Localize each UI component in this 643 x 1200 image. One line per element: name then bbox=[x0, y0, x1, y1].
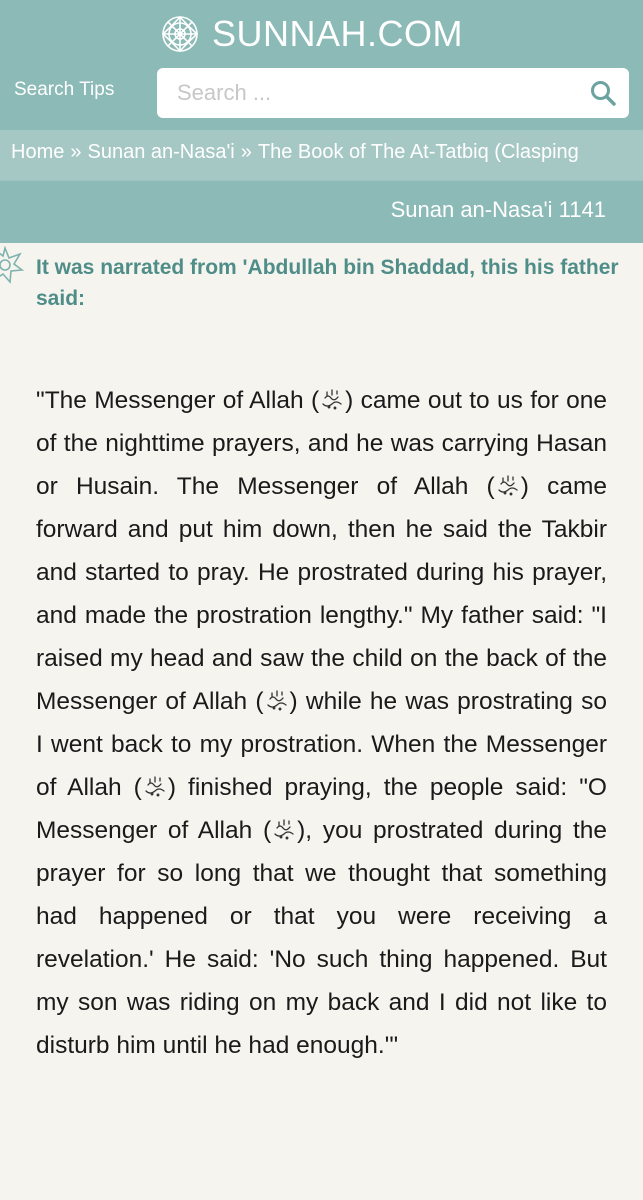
salawat-glyph-icon bbox=[319, 386, 345, 412]
salawat-glyph-icon bbox=[271, 816, 297, 842]
ornament-logo-icon bbox=[160, 14, 200, 54]
hadith-narrator: It was narrated from 'Abdullah bin Shaddad, this his father said: bbox=[36, 256, 619, 310]
breadcrumb bbox=[0, 130, 643, 180]
site-logo[interactable] bbox=[160, 12, 463, 56]
hadith-reference: Sunan an-Nasa'i 1141 bbox=[390, 197, 606, 222]
search-icon[interactable] bbox=[589, 79, 617, 107]
hadith-text-part: ) while he was prostrating so I went back to my prostration. When the Messenger of Allah ( bbox=[36, 688, 607, 801]
breadcrumb-separator: » bbox=[240, 141, 252, 163]
search-input[interactable] bbox=[177, 80, 569, 106]
breadcrumb-home[interactable]: Home bbox=[11, 141, 65, 163]
salawat-glyph-icon bbox=[264, 687, 290, 713]
hadith-text-part: ) came forward and put him down, then he said the Takbir and started to pray. He prostrated during his prayer, and made the prostration lengthy." My father said: "I raised my head and saw the child on the back of the Messenger of Allah ( bbox=[36, 473, 607, 715]
hadith-text-part: ), you prostrated during the prayer for so long that we thought that something had happened or that you were receiving a revelation.' He said: 'No such thing happened. But my son was riding on my back and I did not like to disturb him until he had enough.'" bbox=[36, 817, 607, 1059]
site-name: SUNNAH.COM bbox=[212, 13, 464, 54]
breadcrumb-book[interactable]: The Book of The At-Tatbiq (Clasping bbox=[257, 141, 579, 163]
hadith-title-bar bbox=[0, 180, 643, 243]
hadith-text-part: "The Messenger of Allah ( bbox=[36, 387, 320, 414]
salawat-glyph-icon bbox=[495, 472, 521, 498]
site-header bbox=[0, 0, 643, 130]
hadith-english-text bbox=[36, 379, 607, 1067]
ornament-star-icon bbox=[0, 246, 24, 284]
salawat-glyph-icon bbox=[142, 773, 168, 799]
breadcrumb-collection[interactable]: Sunan an-Nasa'i bbox=[87, 141, 235, 163]
hadith-text-part: ) came out to us for one of the nighttime prayers, and he was carrying Hasan or Husain. The Messenger of Allah ( bbox=[36, 387, 607, 500]
hadith-text-part: ) finished praying, the people said: "O Messenger of Allah ( bbox=[36, 774, 607, 844]
breadcrumb-separator: » bbox=[70, 141, 82, 163]
search-box bbox=[157, 68, 629, 118]
search-tips-link[interactable]: Search Tips bbox=[14, 79, 115, 100]
